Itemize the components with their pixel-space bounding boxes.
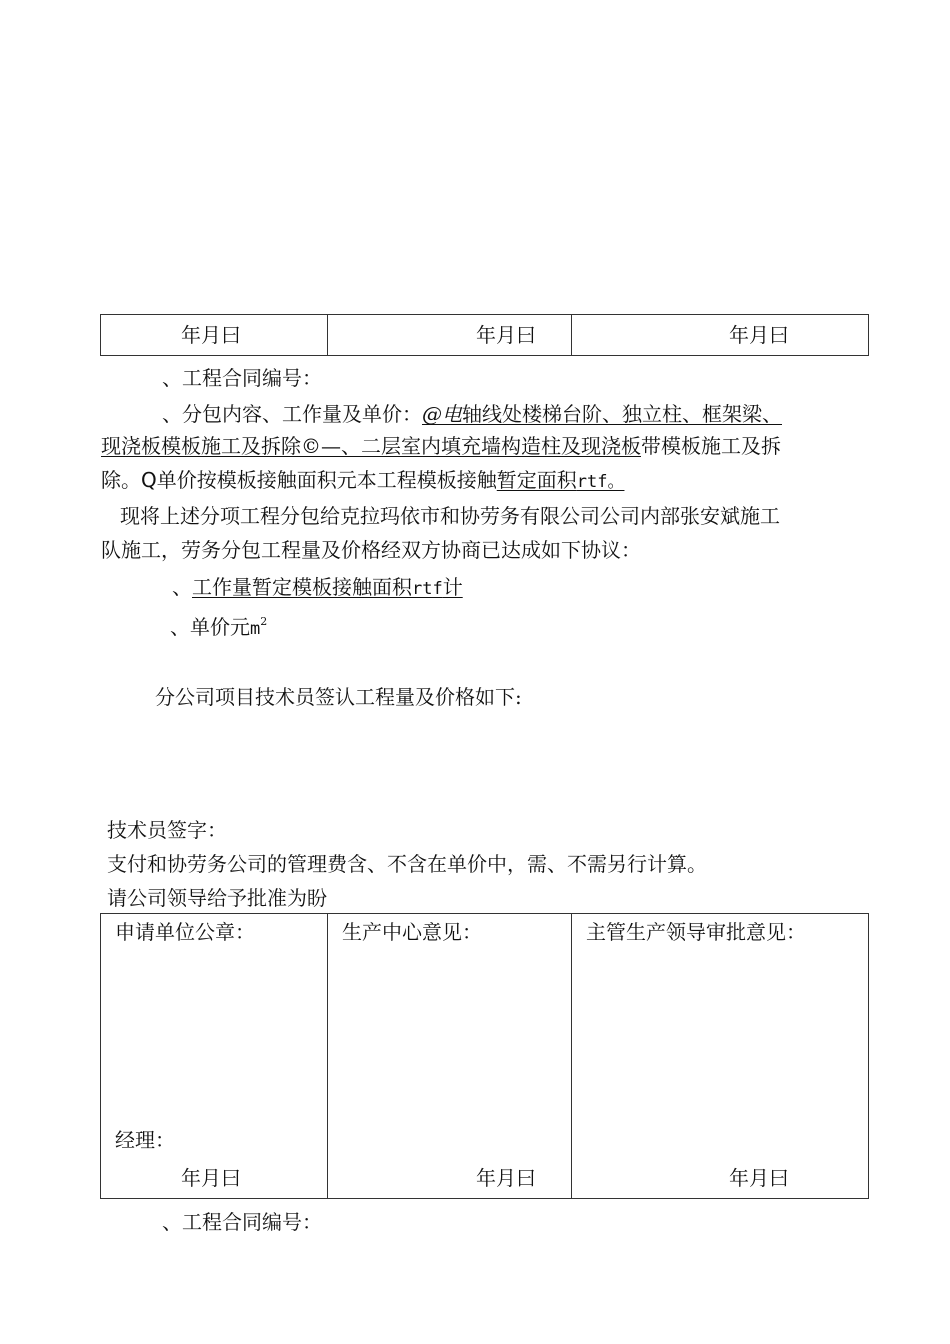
top-date-table (100, 314, 869, 356)
top-date-cell-1 (101, 315, 328, 356)
production-center-cell (328, 914, 572, 1199)
approval-table (100, 913, 869, 1199)
top-date-cell-3 (572, 315, 869, 356)
date-text: 年月曰 (181, 323, 241, 347)
scope-line1-text: 轴线处楼梯台阶、独立柱、框架梁、 (462, 402, 782, 426)
workload-prefix: 、 (172, 575, 192, 599)
scope-prefix: 、分包内容、工作量及单价： (162, 402, 422, 426)
date-text: 年月曰 (729, 323, 789, 347)
date-text: 年月曰 (476, 1166, 536, 1190)
date-text: 年月曰 (476, 323, 536, 347)
workload-item (172, 575, 463, 601)
agreement-line-1: 现将上述分项工程分包给克拉玛依市和协劳务有限公司公司内部张安斌施工 (120, 504, 780, 528)
scope-line-1 (162, 402, 782, 426)
top-date-cell-2 (328, 315, 572, 356)
price-unit: m (250, 619, 261, 639)
contract-number-label-2: 、工程合同编号： (162, 1210, 322, 1234)
applicant-seal-label: 申请单位公章： (115, 920, 255, 944)
price-item (170, 610, 267, 641)
scope-line3-area: 暂定面积 (496, 468, 577, 492)
scope-line2-underlined: 现浇板模板施工及拆除©—、二层室内填充墙构造柱及现浇板 (101, 434, 641, 458)
manager-label: 经理： (115, 1128, 175, 1152)
payment-note: 支付和协劳务公司的管理费含、不含在单价中，需、不需另行计算。 (107, 852, 707, 876)
scope-q-symbol: Q (141, 468, 157, 492)
date-text: 年月曰 (729, 1166, 789, 1190)
scope-line-3 (101, 468, 624, 494)
tech-signature-label: 技术员签字： (107, 818, 227, 842)
production-center-label: 生产中心意见： (342, 920, 482, 944)
workload-suffix: 计 (442, 575, 463, 599)
tech-confirm-text: 分公司项目技术员签认工程量及价格如下: (155, 685, 522, 709)
scope-axis-mark: @电 (422, 402, 462, 426)
workload-unit: rtf (412, 579, 443, 599)
scope-line3-start: 除。 (101, 468, 141, 492)
applicant-seal-cell (101, 914, 328, 1199)
leader-approval-label: 主管生产领导审批意见： (586, 920, 806, 944)
date-text: 年月曰 (181, 1166, 241, 1190)
price-text: 、单价元 (170, 615, 250, 639)
request-approval-text: 请公司领导给予批准为盼 (107, 886, 327, 910)
scope-line3-price: 单价按模板接触面积元本工程模板接触 (156, 468, 497, 492)
scope-line3-unit: rtf。 (576, 472, 625, 492)
contract-number-label: 、工程合同编号： (162, 366, 322, 390)
workload-text: 工作量暂定模板接触面积 (192, 575, 412, 599)
agreement-line-2: 队施工，劳务分包工程量及价格经双方协商已达成如下协议： (101, 538, 641, 562)
price-unit-sup: 2 (260, 615, 268, 628)
scope-line-2 (101, 434, 781, 458)
leader-approval-cell (572, 914, 869, 1199)
scope-line2-text: 带模板施工及拆 (641, 434, 781, 458)
